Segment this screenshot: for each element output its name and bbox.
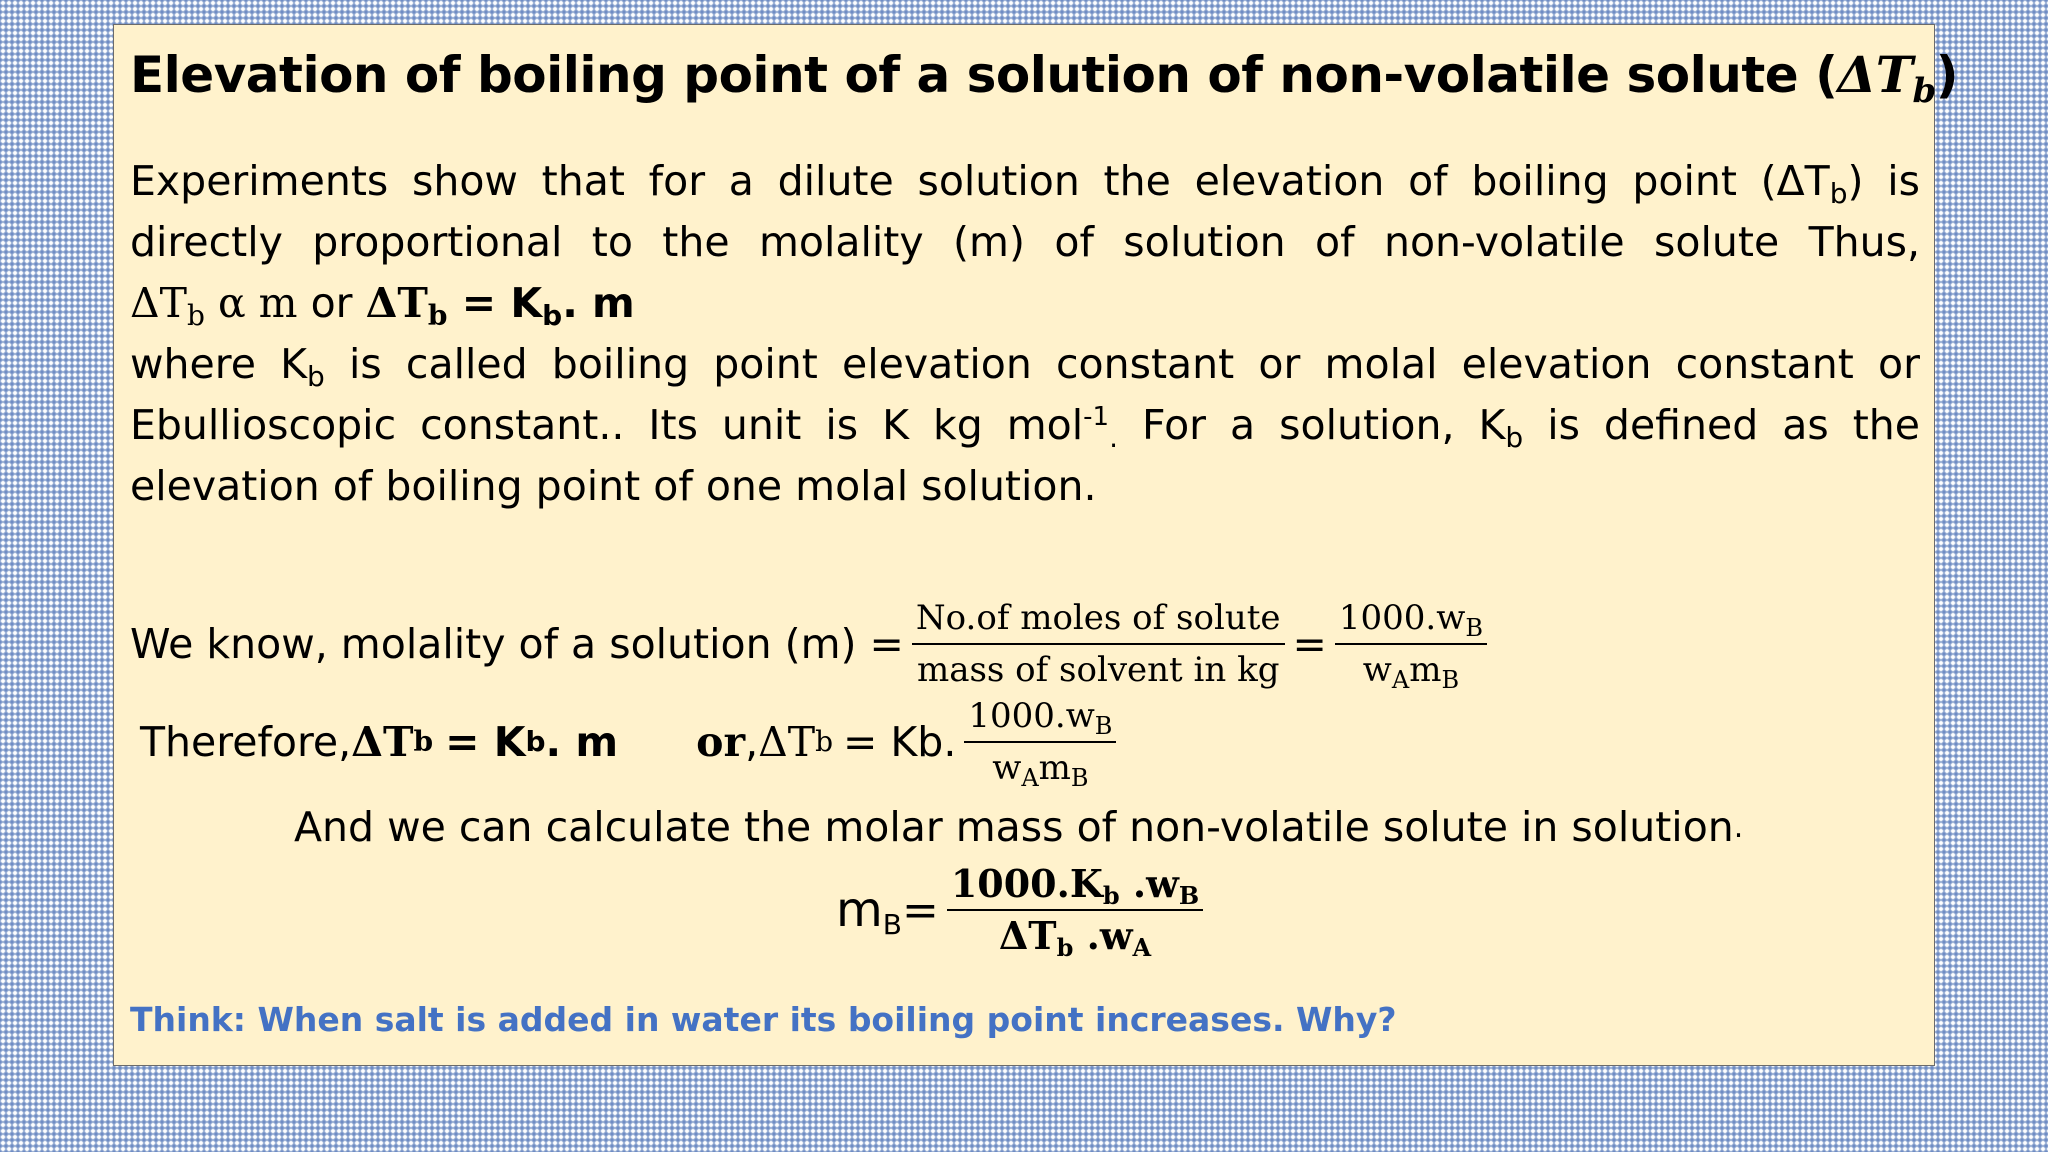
molar-mass-formula: $m_B$ = $\frac{1000.K_b .w_B}{\Delta T_b .w_A}$ — [836, 863, 1211, 957]
molar-mass-fraction: $\frac{1000.K_b .w_B}{\Delta T_b .w_A}$ — [947, 863, 1203, 957]
slide-title: Elevation of boiling point of a solution of non-volatile solute $(\Delta T_b)$ — [130, 45, 1959, 111]
definition-line-1: where $K_b$ is called boiling point elevation constant or molal elevation constant or — [130, 340, 1920, 393]
think-question: Think: When salt is added in water its boiling point increases. Why? — [130, 1000, 1397, 1039]
intro-line-3: $\Delta T_b$ α m or $\Delta T_b = K_b$. m — [130, 279, 635, 332]
slide — [113, 24, 1959, 1066]
molality-fraction: $\frac{1000.w_B}{w_Am_B}$ — [1335, 597, 1487, 691]
therefore-equation: Therefore, ΔT b = K b . m or , ΔT b = Kb. $\frac{1000.w_B}{w_Am_B}$ — [140, 695, 1124, 789]
definition-line-2: Ebullioscopic constant.. Its unit is K kg mol$^{-1}_.$ For a solution, $K_b$ is defined as the — [130, 401, 1920, 454]
intro-line-1: Experiments show that for a dilute solution the elevation of boiling point $(\Delta T_b)$ is — [130, 157, 1920, 210]
definition-line-3: elevation of boiling point of one molal solution. — [130, 462, 1097, 510]
intro-line-2: directly proportional to the molality (m) of solution of non-volatile solute Thus, — [130, 218, 1920, 266]
moles-over-mass-fraction: $\frac{\text{No.of moles of solute}}{\text{mass of solvent in kg}}$ — [912, 597, 1285, 691]
calculation-text: And we can calculate the molar mass of non-volatile solute in solution . — [294, 803, 1744, 851]
delta-tb-bold: ΔT — [365, 279, 428, 327]
delta-tb-symbol: $\Delta T_b$ — [1837, 45, 1936, 111]
kb-fraction: $\frac{1000.w_B}{w_Am_B}$ — [964, 695, 1116, 789]
molality-equation: We know, molality of a solution (m) = $\frac{\text{No.of moles of solute}}{\text{mass of solvent in kg}}$ = $\frac{1000.w_B}{w_Am_B}$ — [130, 597, 1495, 691]
